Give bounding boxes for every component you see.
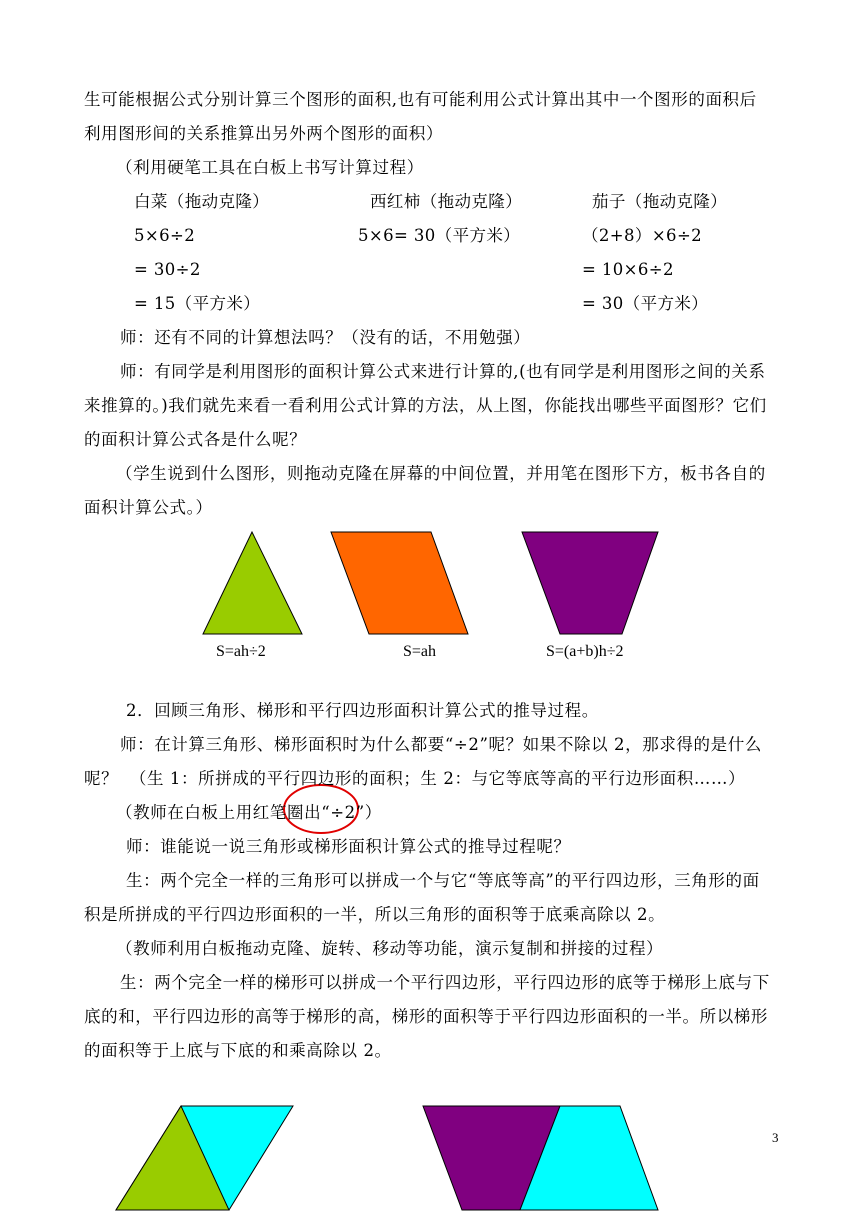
- page-number: 3: [772, 1130, 779, 1145]
- triangle-shape: [203, 532, 302, 634]
- paragraph-line: 生可能根据公式分别计算三个图形的面积,也有可能利用公式计算出其中一个图形的面积后: [84, 90, 757, 109]
- calc-eggplant-step: （2+8）×6÷2: [582, 226, 703, 245]
- paragraph-line: 生：两个完全一样的梯形可以拼成一个平行四边形，平行四边形的底等于梯形上底与下: [120, 973, 770, 992]
- paragraph-line: 底的和，平行四边形的高等于梯形的高，梯形的面积等于平行四边形面积的一半。所以梯形: [84, 1007, 768, 1026]
- calc-cabbage-step: = 15（平方米）: [134, 294, 261, 313]
- paragraph-line: 来推算的。)我们就先来看一看利用公式计算的方法，从上图，你能找出哪些平面图形？它们: [84, 396, 767, 415]
- paragraph-line: 生：两个完全一样的三角形可以拼成一个与它“等底等高”的平行四边形，三角形的面: [126, 871, 760, 890]
- trapezoid-shape: [522, 532, 658, 634]
- paragraph-line: 的面积计算公式各是什么呢？: [84, 430, 307, 449]
- paragraph-line: （利用硬笔工具在白板上书写计算过程）: [116, 158, 424, 177]
- formula-triangle: S=ah÷2: [216, 643, 266, 660]
- paragraph-line: 师：在计算三角形、梯形面积时为什么都要“÷2”呢？如果不除以 2，那求得的是什么: [120, 735, 762, 754]
- paragraph-line: 利用图形间的关系推算出另外两个图形的面积）: [84, 124, 444, 143]
- paragraph-line: （学生说到什么图形，则拖动克隆在屏幕的中间位置，并用笔在图形下方，板书各自的: [116, 464, 766, 483]
- parallelogram-shape: [331, 532, 468, 634]
- calc-eggplant-step: = 30（平方米）: [582, 294, 709, 313]
- paragraph-line: 呢？ （生 1：所拼成的平行四边形的面积；生 2：与它等底等高的平行边形面积……）: [84, 769, 746, 788]
- calc-eggplant-step: = 10×6÷2: [582, 260, 674, 279]
- paragraph-line: 的面积等于上底与下底的和乘高除以 2。: [84, 1041, 392, 1060]
- paragraph-line: 面积计算公式。）: [84, 498, 213, 517]
- paragraph-line: （教师在白板上用红笔圈出“÷2”）: [116, 803, 382, 822]
- formula-parallelogram: S=ah: [403, 643, 437, 660]
- paragraph-line: 师：有同学是利用图形的面积计算公式来进行计算的,(也有同学是利用图形之间的关系: [120, 362, 766, 381]
- paragraph-line: （教师利用白板拖动克隆、旋转、移动等功能，演示复制和拼接的过程）: [116, 939, 664, 958]
- calc-tomato-title: 西红柿（拖动克隆）: [370, 192, 523, 211]
- calc-tomato-step: 5×6= 30（平方米）: [358, 226, 521, 245]
- section-heading: 2．回顾三角形、梯形和平行四边形面积计算公式的推导过程。: [126, 701, 599, 720]
- calc-cabbage-step: = 30÷2: [134, 260, 201, 279]
- paragraph-line: 师：还有不同的计算想法吗？（没有的话，不用勉强）: [120, 328, 531, 347]
- calc-cabbage-step: 5×6÷2: [134, 226, 196, 245]
- calc-eggplant-title: 茄子（拖动克隆）: [592, 192, 728, 211]
- paragraph-line: 积是所拼成的平行四边形面积的一半，所以三角形的面积等于底乘高除以 2。: [84, 905, 666, 924]
- calc-cabbage-title: 白菜（拖动克隆）: [134, 192, 270, 211]
- paragraph-line: 师：谁能说一说三角形或梯形面积计算公式的推导过程呢？: [126, 837, 571, 856]
- formula-trapezoid: S=(a+b)h÷2: [546, 643, 624, 660]
